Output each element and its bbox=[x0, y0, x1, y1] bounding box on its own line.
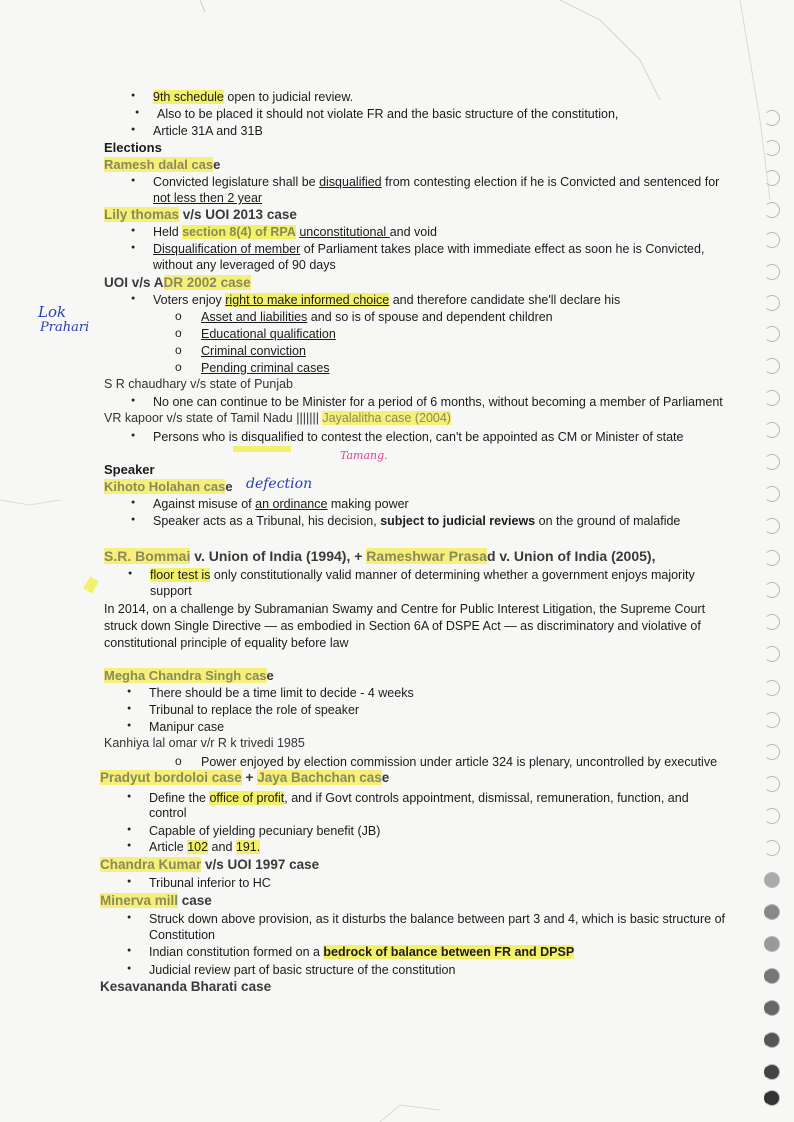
list-item: ● Define the office of profit, and if Govt controls appointment, dismissal, remuneration, function, and bbox=[149, 791, 689, 805]
list-item: ● Held section 8(4) of RPA unconstitutional and void bbox=[153, 225, 437, 239]
sub-list-item: o Educational qualification bbox=[201, 327, 336, 341]
binder-hole-icon bbox=[764, 264, 780, 280]
binder-hole-icon bbox=[764, 170, 780, 186]
list-item-continuation: without any leveraged of 90 days bbox=[153, 258, 336, 272]
sub-list-item: o Power enjoyed by election commission under article 324 is plenary, uncontrolled by executive bbox=[201, 755, 717, 769]
binder-hole-icon bbox=[764, 202, 780, 218]
case-title: Pradyut bordoloi case + Jaya Bachchan case bbox=[100, 770, 390, 785]
binder-hole-icon bbox=[764, 776, 780, 792]
binder-hole-icon bbox=[764, 744, 780, 760]
case-title: Megha Chandra Singh case bbox=[104, 668, 274, 683]
paragraph-line: struck down Single Directive — as embodied in Section 6A of DSPE Act — as discriminatory and violative of bbox=[104, 619, 701, 633]
binder-hole-icon bbox=[764, 646, 780, 662]
list-item: ● Also to be placed it should not violate FR and the basic structure of the constitution, bbox=[157, 107, 618, 121]
list-item: ● Against misuse of an ordinance making power bbox=[153, 497, 409, 511]
list-item: ● Article 31A and 31B bbox=[153, 124, 263, 138]
handwritten-note: Tamang. bbox=[340, 449, 388, 462]
list-item: ● Voters enjoy right to make informed choice and therefore candidate she'll declare his bbox=[153, 293, 620, 307]
case-title: UOI v/s ADR 2002 case bbox=[104, 275, 251, 290]
list-item-continuation: Constitution bbox=[149, 928, 216, 942]
binder-hole-icon bbox=[764, 486, 780, 502]
binder-hole-icon bbox=[764, 550, 780, 566]
case-title: Lily thomas v/s UOI 2013 case bbox=[104, 207, 297, 222]
case-title: Kesavananda Bharati case bbox=[100, 979, 272, 994]
case-title: VR kapoor v/s state of Tamil Nadu ||||||| Jayalalitha case (2004) bbox=[104, 411, 451, 425]
sub-list-item: o Asset and liabilities and so is of spouse and dependent children bbox=[201, 310, 553, 324]
list-item-continuation: not less then 2 year bbox=[153, 191, 263, 205]
binder-hole-icon bbox=[764, 872, 780, 888]
sub-list-item: o Pending criminal cases bbox=[201, 361, 330, 375]
list-item: ● Article 102 and 191. bbox=[149, 840, 260, 854]
binder-hole-icon bbox=[764, 904, 780, 920]
list-item: ● floor test is only constitutionally valid manner of determining whether a government enjoys majority bbox=[150, 568, 695, 582]
binder-hole-icon bbox=[764, 808, 780, 824]
binder-hole-icon bbox=[764, 840, 780, 856]
list-item: ● Manipur case bbox=[149, 720, 224, 734]
sub-list-item: o Criminal conviction bbox=[201, 344, 306, 358]
binder-hole-icon bbox=[764, 614, 780, 630]
list-item-continuation: support bbox=[150, 584, 192, 598]
list-item: ● Persons who is disqualified to contest the election, can't be appointed as CM or Minister of state bbox=[153, 430, 683, 444]
handwritten-note: Lok bbox=[38, 303, 67, 321]
binder-hole-icon bbox=[764, 326, 780, 342]
binder-hole-icon bbox=[764, 232, 780, 248]
binder-hole-icon bbox=[764, 936, 780, 952]
binder-hole-icon bbox=[764, 140, 780, 156]
list-item: ● Tribunal inferior to HC bbox=[149, 876, 271, 890]
binder-hole-icon bbox=[764, 110, 780, 126]
binder-holes bbox=[754, 90, 794, 1110]
paragraph-line: In 2014, on a challenge by Subramanian Swamy and Centre for Public Interest Litigation, the Supreme Court bbox=[104, 602, 706, 616]
highlight-mark bbox=[233, 446, 291, 452]
binder-hole-icon bbox=[764, 582, 780, 598]
case-title: Kanhiya lal omar v/r R k trivedi 1985 bbox=[104, 736, 305, 750]
list-item: ● Indian constitution formed on a bedrock of balance between FR and DPSP bbox=[149, 945, 574, 959]
list-item: ● Struck down above provision, as it disturbs the balance between part 3 and 4, which is basic structure of bbox=[149, 912, 725, 926]
case-title: Kihoto Holahan case bbox=[104, 479, 233, 494]
binder-hole-icon bbox=[764, 422, 780, 438]
paragraph-line: constitutional principle of equality before law bbox=[104, 636, 349, 650]
section-heading-speaker: Speaker bbox=[104, 462, 155, 477]
binder-hole-icon bbox=[764, 518, 780, 534]
list-item: ● No one can continue to be Minister for a period of 6 months, without becoming a member of Parliament bbox=[153, 395, 723, 409]
binder-hole-icon bbox=[764, 358, 780, 374]
handwritten-note: Prahari bbox=[40, 320, 90, 335]
binder-hole-icon bbox=[764, 712, 780, 728]
list-item: ● There should be a time limit to decide - 4 weeks bbox=[149, 686, 414, 700]
binder-hole-icon bbox=[764, 1000, 780, 1016]
case-title: Chandra Kumar v/s UOI 1997 case bbox=[100, 857, 320, 872]
binder-hole-icon bbox=[764, 680, 780, 696]
list-item: ● Convicted legislature shall be disqualified from contesting election if he is Convicted and sentenced for bbox=[153, 175, 719, 189]
binder-hole-icon bbox=[764, 1090, 780, 1106]
handwritten-note: defection bbox=[246, 476, 313, 492]
case-title: S R chaudhary v/s state of Punjab bbox=[104, 377, 293, 391]
case-title: Minerva mill case bbox=[100, 893, 212, 908]
binder-hole-icon bbox=[764, 295, 780, 311]
highlight-mark bbox=[83, 576, 99, 593]
binder-hole-icon bbox=[764, 968, 780, 984]
list-item: ● Tribunal to replace the role of speaker bbox=[149, 703, 359, 717]
section-heading-elections: Elections bbox=[104, 140, 162, 155]
case-title: Ramesh dalal case bbox=[104, 157, 221, 172]
list-item: ● Speaker acts as a Tribunal, his decision, subject to judicial reviews on the ground of malafide bbox=[153, 514, 680, 528]
list-item-continuation: control bbox=[149, 806, 187, 820]
list-item: ● Judicial review part of basic structure of the constitution bbox=[149, 963, 455, 977]
binder-hole-icon bbox=[764, 454, 780, 470]
binder-hole-icon bbox=[764, 390, 780, 406]
binder-hole-icon bbox=[764, 1064, 780, 1080]
list-item: ● Capable of yielding pecuniary benefit (JB) bbox=[149, 824, 380, 838]
list-item: ● 9th schedule open to judicial review. bbox=[153, 90, 353, 104]
binder-hole-icon bbox=[764, 1032, 780, 1048]
list-item: ● Disqualification of member of Parliament takes place with immediate effect as soon he is Convicted, bbox=[153, 242, 704, 256]
case-title: S.R. Bommai v. Union of India (1994), + Rameshwar Prasad v. Union of India (2005), bbox=[104, 548, 656, 564]
